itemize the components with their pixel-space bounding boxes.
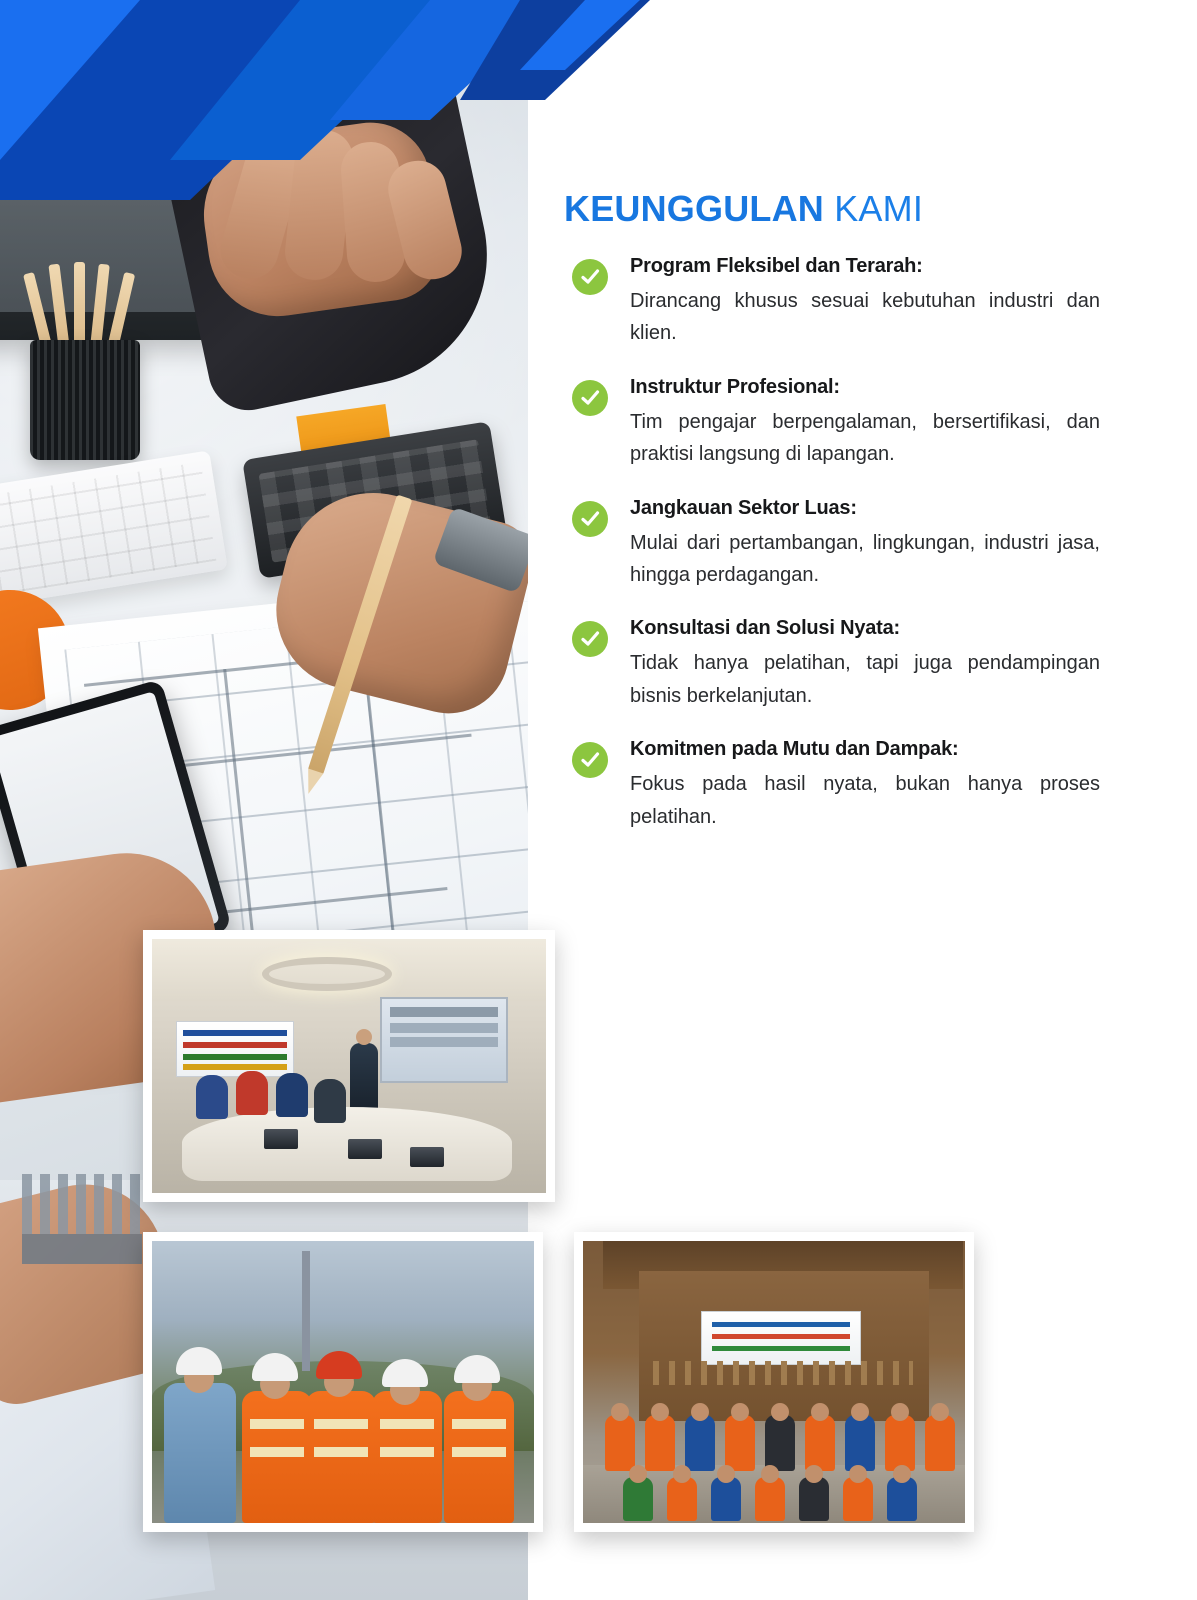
check-circle-icon xyxy=(572,259,608,295)
feature-body: Tidak hanya pelatihan, tapi juga pendampingan bisnis berkelanjutan. xyxy=(630,652,1100,707)
diagonal-banner-graphic xyxy=(0,0,720,200)
feature-body: Tim pengajar berpengalaman, bersertifikasi, dan praktisi langsung di lapangan. xyxy=(630,410,1100,466)
check-circle-icon xyxy=(572,742,608,778)
photo-group-training xyxy=(574,1232,974,1532)
feature-item-5 xyxy=(564,738,1164,833)
photo-site-workers xyxy=(143,1232,543,1532)
page-title-light: KAMI xyxy=(824,188,924,229)
feature-title: Komitmen pada Mutu dan Dampak: xyxy=(630,738,959,761)
tablet-screen-content xyxy=(22,1174,142,1264)
check-circle-icon xyxy=(572,380,608,416)
feature-item-2 xyxy=(564,376,1164,471)
feature-body: Fokus pada hasil nyata, bukan hanya proses pelatihan. xyxy=(630,773,1100,828)
feature-title: Instruktur Profesional: xyxy=(630,375,840,398)
feature-item-1 xyxy=(564,255,1164,350)
check-circle-icon xyxy=(572,501,608,537)
pencil-cup xyxy=(30,340,140,460)
feature-body: Mulai dari pertambangan, lingkungan, industri jasa, hingga perdagangan. xyxy=(630,531,1100,586)
pencils xyxy=(28,262,148,352)
feature-title: Konsultasi dan Solusi Nyata: xyxy=(630,617,901,640)
feature-item-3 xyxy=(564,497,1164,592)
feature-item-4 xyxy=(564,617,1164,712)
feature-list xyxy=(564,255,1164,859)
feature-title: Program Fleksibel dan Terarah: xyxy=(630,255,923,277)
photo-meeting-room xyxy=(143,930,555,1202)
feature-title: Jangkauan Sektor Luas: xyxy=(630,496,857,519)
feature-body: Dirancang khusus sesuai kebutuhan industri dan klien. xyxy=(630,290,1100,345)
keyboard xyxy=(0,450,228,609)
check-circle-icon xyxy=(572,621,608,657)
page-title-strong: KEUNGGULAN xyxy=(564,188,824,229)
